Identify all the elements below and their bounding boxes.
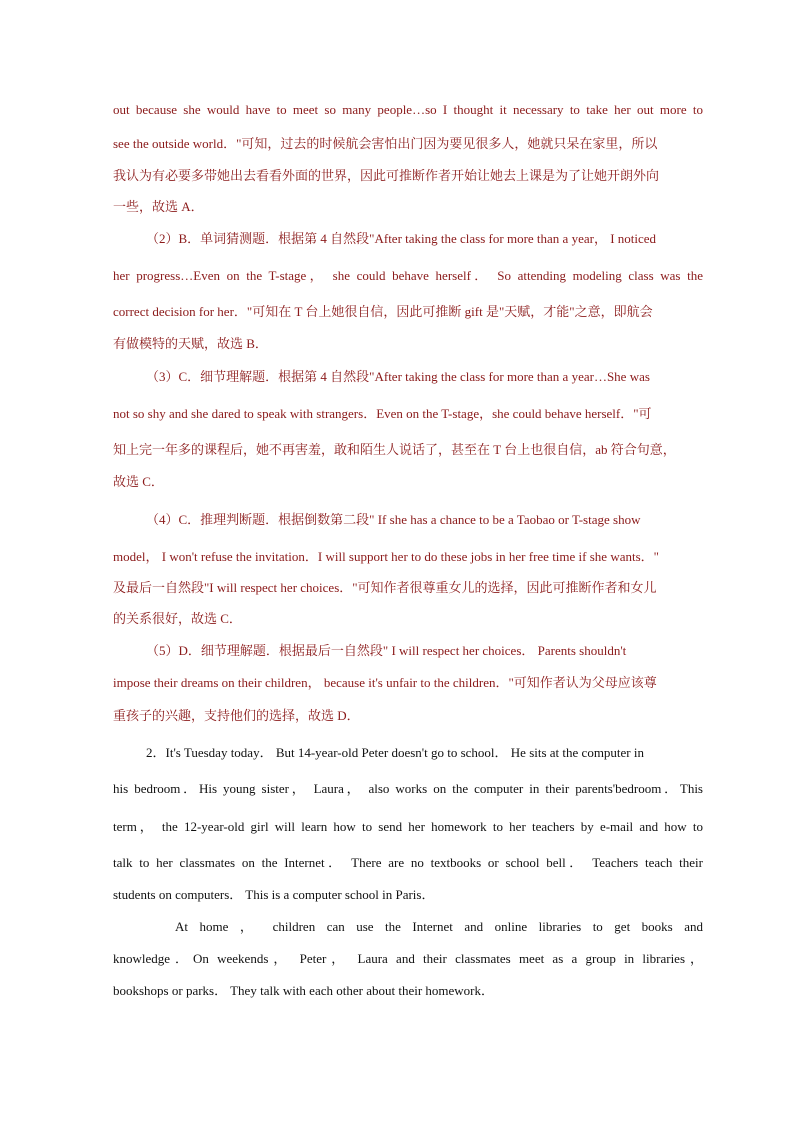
question2-line3: term， the 12-year-old girl will learn how to send her homework to her teachers by e-mail and how to xyxy=(113,819,703,834)
answer-para1-line4: 一些，故选 A． xyxy=(113,199,204,214)
answer-5-line2: impose their dreams on their children， because it's unfair to the children．"可知作者认为父母应该尊 xyxy=(113,675,657,690)
answer-4-line3: 及最后一自然段"I will respect her choices．"可知作者很尊重女儿的选择，因此可推断作者和女儿 xyxy=(113,580,657,595)
answer-4-line1: （4）C．推理判断题．根据倒数第二段" If she has a chance to be a Taobao or T-stage show xyxy=(146,512,641,527)
answer-4-line4: 的关系很好，故选 C． xyxy=(113,611,242,626)
answer-2-line1: （2）B．单词猜测题．根据第 4 自然段"After taking the class for more than a year， I noticed xyxy=(146,231,657,246)
answer-4-line2: model， I won't refuse the invitation．I will support her to do these jobs in her free time if she wants．" xyxy=(113,549,659,564)
answer-3-line3: 知上完一年多的课程后，她不再害羞，敢和陌生人说话了，甚至在 T 台上也很自信，ab 符合句意， xyxy=(113,442,676,457)
answer-3-line2: not so shy and she dared to speak with strangers．Even on the T-stage，she could behave herself．"可 xyxy=(113,406,652,421)
answer-para1-line3: 我认为有必要多带她出去看看外面的世界，因此可推断作者开始让她去上课是为了让她开朗外向 xyxy=(113,168,660,183)
answer-2-line3: correct decision for her．"可知在 T 台上她很自信，因此可推断 gift 是"天赋，才能"之意，即航会 xyxy=(113,304,653,319)
question2-para2-line3: bookshops or parks． They talk with each other about their homework． xyxy=(113,983,495,998)
answer-para1-line1: out because she would have to meet so many people…so I thought it necessary to take her out more to xyxy=(113,102,703,117)
answer-2-line4: 有做模特的天赋，故选 B． xyxy=(113,336,268,351)
answer-5-line3: 重孩子的兴趣，支持他们的选择，故选 D． xyxy=(113,708,360,723)
question2-line2: his bedroom．His young sister， Laura， also works on the computer in their parents'bedroom．This xyxy=(113,781,703,796)
question2-line5: students on computers． This is a computer school in Paris． xyxy=(113,887,435,902)
answer-para1-line2: see the outside world．"可知，过去的时候航会害怕出门因为要见很多人，她就只呆在家里，所以 xyxy=(113,136,658,151)
answer-5-line1: （5）D．细节理解题．根据最后一自然段" I will respect her choices． Parents shouldn't xyxy=(146,643,627,658)
question2-line1: 2．It's Tuesday today． But 14-year-old Peter doesn't go to school． He sits at the computer in xyxy=(146,745,644,760)
answer-3-line4: 故选 C． xyxy=(113,474,164,489)
answer-2-line2: her progress…Even on the T-stage， she could behave herself． So attending modeling class was the xyxy=(113,268,703,283)
answer-3-line1: （3）C．细节理解题．根据第 4 自然段"After taking the class for more than a year…She was xyxy=(146,369,650,384)
question2-para2-line2: knowledge．On weekends， Peter， Laura and their classmates meet as a group in libraries， xyxy=(113,951,703,966)
question2-line4: talk to her classmates on the Internet． There are no textbooks or school bell． Teachers teach their xyxy=(113,855,703,870)
question2-para2-line1: At home ， children can use the Internet and online libraries to get books and xyxy=(175,919,703,934)
